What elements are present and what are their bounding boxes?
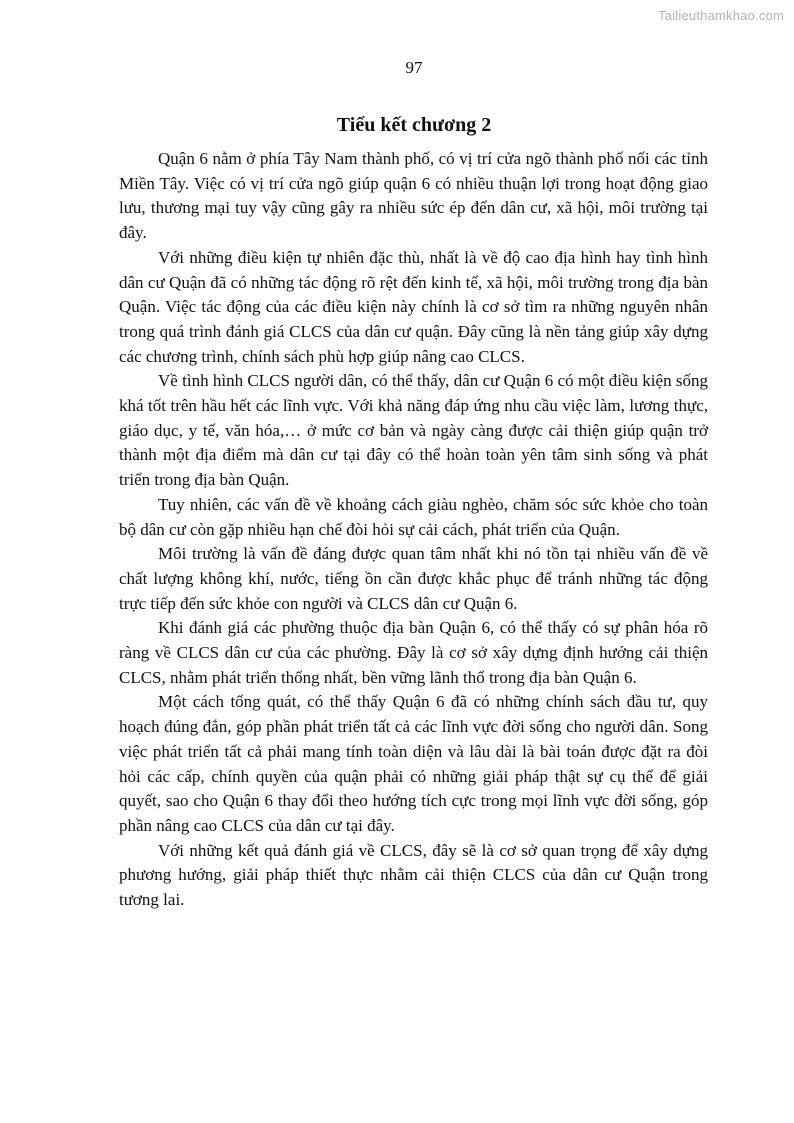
chapter-summary-title: Tiểu kết chương 2 <box>336 114 492 136</box>
paragraph-8: Với những kết quả đánh giá về CLCS, đây sẽ là cơ sở quan trọng để xây dựng phương hướng, giải pháp thiết thực nhằm cải thiện CLCS của dân cư Quận trong tương lai. <box>119 840 708 910</box>
paragraph-6: Khi đánh giá các phường thuộc địa bàn Quận 6, có thể thấy có sự phân hóa rõ ràng về CLCS dân cư của các phường. Đây là cơ sở xây dựng định hướng cải thiện CLCS, nhằm phát triển thống nhất, bền vững lãnh thổ trong địa bàn Quận 6. <box>119 618 708 687</box>
paragraph-1: Quận 6 nằm ở phía Tây Nam thành phố, có vị trí cửa ngõ thành phố nối các tỉnh Miền Tây. Việc có vị trí cửa ngõ giúp quận 6 có nhiều thuận lợi trong hoạt động giao lưu, thương mại tuy vậy cũng gây ra nhiều sức ép đến dân cư, xã hội, môi trường tại đây. <box>119 149 708 243</box>
paragraph-4: Tuy nhiên, các vấn đề về khoảng cách giàu nghèo, chăm sóc sức khỏe cho toàn bộ dân cư còn gặp nhiều hạn chế đòi hỏi sự cải cách, phát triển của Quận. <box>119 494 708 539</box>
watermark: Tailieuthamkhao.com <box>658 8 784 23</box>
paragraph-5: Môi trường là vấn đề đáng được quan tâm nhất khi nó tồn tại nhiều vấn đề về chất lượng không khí, nước, tiếng ồn cần được khắc phục để tránh những tác động trực tiếp đến sức khỏe con người và CLCS dân cư Quận 6. <box>119 544 708 613</box>
paragraph-3: Về tình hình CLCS người dân, có thể thấy, dân cư Quận 6 có một điều kiện sống khá tốt trên hầu hết các lĩnh vực. Với khả năng đáp ứng nhu cầu việc làm, lương thực, giáo dục, y tế, văn hóa,… ở mức cơ bản và ngày càng được cải thiện giúp quận trở thành một địa điểm mà dân cư tại đây có thể hoàn toàn yên tâm sinh sống và phát triển trong địa bàn Quận. <box>119 371 708 490</box>
paragraph-7: Một cách tổng quát, có thể thấy Quận 6 đã có những chính sách đầu tư, quy hoạch đúng đắn, góp phần phát triển tất cả các lĩnh vực đời sống cho người dân. Song việc phát triển tất cả phải mang tính toàn diện và lâu dài là bài toán được đặt ra đòi hỏi các cấp, chính quyền của quận phải có những giải pháp thật sự cụ thể để giải quyết, sao cho Quận 6 thay đổi theo hướng tích cực trong mọi lĩnh vực đời sống, góp phần nâng cao CLCS của dân cư tại đây. <box>119 692 708 835</box>
document-body <box>119 147 708 913</box>
page-number: 97 <box>405 58 423 77</box>
paragraph-2: Với những điều kiện tự nhiên đặc thù, nhất là về độ cao địa hình hay tình hình dân cư Quận đã có những tác động rõ rệt đến kinh tế, xã hội, môi trường trong địa bàn Quận. Việc tác động của các điều kiện này chính là cơ sở tìm ra những nguyên nhân trong quá trình đánh giá CLCS của dân cư quận. Đây cũng là nền tảng giúp xây dựng các chương trình, chính sách phù hợp giúp nâng cao CLCS. <box>119 247 708 366</box>
